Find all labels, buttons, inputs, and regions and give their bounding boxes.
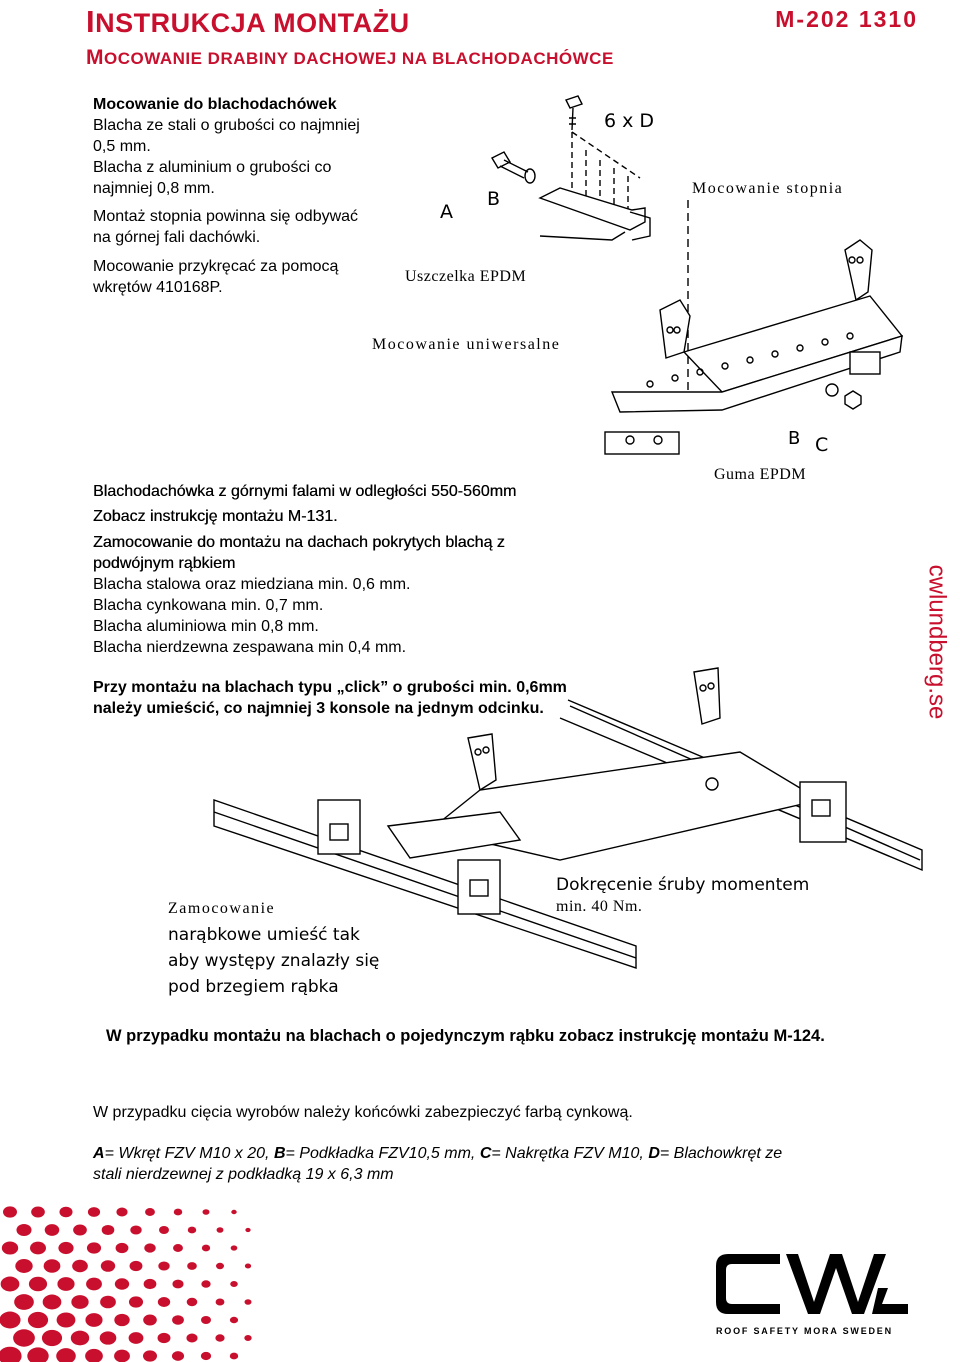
seam-note-line: aby występy znalazły się xyxy=(168,951,380,971)
decorative-dot xyxy=(187,1262,197,1270)
decorative-dot xyxy=(201,1280,210,1287)
section1-line: wkrętów 410168P. xyxy=(93,279,223,296)
decorative-dot xyxy=(217,1227,224,1233)
single-seam-note: W przypadku montażu na blachach o pojedynczym rąbku zobacz instrukcję montażu M-124. xyxy=(106,1027,825,1045)
legend-key: C xyxy=(479,1145,492,1162)
document-code: M-202 1310 xyxy=(775,6,918,32)
decorative-dot xyxy=(245,1299,252,1305)
decorative-dot xyxy=(202,1245,210,1252)
label-seal: Uszczelka EPDM xyxy=(405,268,527,285)
decorative-dot xyxy=(13,1329,35,1346)
label-universal-mount: Mocowanie uniwersalne xyxy=(372,336,561,353)
decorative-dot xyxy=(201,1316,211,1324)
decorative-dot xyxy=(187,1298,198,1306)
decorative-dot xyxy=(45,1224,60,1236)
section1-line: najmniej 0,8 mm. xyxy=(93,180,215,197)
decorative-dot xyxy=(144,1279,157,1289)
decorative-dot xyxy=(85,1349,103,1362)
label-c: C xyxy=(815,434,829,456)
decorative-dot xyxy=(172,1315,184,1324)
label-a: A xyxy=(440,201,453,223)
decorative-dot xyxy=(245,1263,251,1268)
cwl-logo-mark xyxy=(712,1244,912,1324)
decorative-dot xyxy=(116,1208,127,1217)
decorative-dot xyxy=(102,1225,115,1235)
decorative-dot xyxy=(86,1278,102,1291)
decorative-dot xyxy=(231,1245,238,1250)
decorative-dot xyxy=(71,1331,89,1346)
decorative-dot xyxy=(186,1334,197,1343)
paint-note: W przypadku cięcia wyrobów należy końcówki zabezpieczyć farbą cynkową. xyxy=(93,1104,633,1121)
parts-legend: A= Wkręt FZV M10 x 20, B= Podkładka FZV10,5 mm, C= Nakrętka FZV M10, D= Blachowkręt ze xyxy=(93,1145,783,1162)
decorative-dot xyxy=(56,1348,76,1362)
cwl-logo xyxy=(712,1244,912,1344)
decorative-dot xyxy=(129,1296,143,1307)
decorative-dot xyxy=(244,1335,251,1341)
label-rubber: Guma EPDM xyxy=(714,466,807,483)
section2-line: podwójnym rąbkiem xyxy=(93,555,236,572)
section2-line: Zamocowanie do montażu na dachach pokrytych blachą z xyxy=(93,534,505,551)
decorative-dot xyxy=(245,1228,250,1232)
decorative-dot xyxy=(28,1312,48,1328)
decorative-dot xyxy=(2,1241,18,1254)
document-subtitle: MOCOWANIE DRABINY DACHOWEJ NA BLACHODACHÓWCE xyxy=(86,46,614,69)
decorative-dot xyxy=(29,1277,47,1292)
decorative-dot xyxy=(72,1260,88,1273)
section1-line: Blacha z aluminium o grubości co xyxy=(93,159,332,176)
website-side-text: cwlundberg.se xyxy=(923,564,951,720)
decorative-dot xyxy=(130,1225,141,1234)
decorative-dot xyxy=(100,1331,117,1344)
legend-key: D xyxy=(648,1145,660,1162)
decorative-dot xyxy=(3,1206,17,1217)
parts-legend-line2: stali nierdzewnej z podkładką 19 x 6,3 mm xyxy=(93,1166,394,1183)
decorative-dot xyxy=(88,1207,100,1217)
decorative-dot xyxy=(87,1242,101,1253)
seam-note-line: pod brzegiem rąbka xyxy=(168,977,339,997)
decorative-dot xyxy=(174,1209,182,1216)
decorative-dot xyxy=(158,1297,170,1307)
section2-line: Blacha aluminiowa min 0,8 mm. xyxy=(93,618,319,635)
decorative-dot xyxy=(231,1210,236,1214)
decorative-dot xyxy=(158,1261,169,1270)
decorative-dot xyxy=(202,1209,209,1215)
decorative-dot xyxy=(114,1314,129,1326)
section1-line: 0,5 mm. xyxy=(93,138,151,155)
label-b2: B xyxy=(788,428,801,449)
decorative-dot xyxy=(0,1347,22,1362)
decorative-dot xyxy=(1,1276,20,1291)
decorative-dot xyxy=(172,1351,184,1361)
section1-line: Blacha ze stali o grubości co najmniej xyxy=(93,117,360,134)
seam-note-line: narąbkowe umieść tak xyxy=(168,925,360,945)
label-b: B xyxy=(487,188,501,210)
decorative-dot xyxy=(42,1330,62,1346)
decorative-dot xyxy=(215,1334,224,1341)
section1-line: Mocowanie przykręcać za pomocą xyxy=(93,258,339,275)
decorative-dot xyxy=(31,1207,45,1218)
decorative-dot xyxy=(16,1224,31,1236)
section2-line: Blacha stalowa oraz miedziana min. 0,6 mm. xyxy=(93,576,411,593)
torque-note-line: min. 40 Nm. xyxy=(556,898,643,915)
decorative-dot xyxy=(144,1243,155,1252)
decorative-dot xyxy=(27,1347,48,1362)
decorative-dot xyxy=(158,1333,171,1343)
section2-warning: Przy montażu na blachach typu „click” o grubości min. 0,6mm xyxy=(93,679,567,696)
decorative-dot xyxy=(230,1353,238,1360)
label-step-mount: Mocowanie stopnia xyxy=(692,180,844,197)
legend-key: A xyxy=(93,1145,105,1162)
section2-line: Blacha nierdzewna zespawana min 0,4 mm. xyxy=(93,639,407,656)
legend-key: B xyxy=(273,1145,286,1162)
section2-line: Zobacz instrukcję montażu M-131. xyxy=(93,508,338,525)
decorative-dot xyxy=(85,1313,102,1327)
decorative-dot xyxy=(30,1242,46,1255)
document-title: INSTRUKCJA MONTAŻU xyxy=(86,4,410,39)
decorative-dot xyxy=(216,1263,224,1269)
decorative-dot xyxy=(14,1294,34,1310)
decorative-dot xyxy=(216,1298,225,1305)
decorative-dot xyxy=(73,1225,87,1236)
decorative-dot xyxy=(44,1259,61,1272)
logo-tagline: ROOF SAFETY MORA SWEDEN xyxy=(716,1326,893,1336)
section2-line: Blacha cynkowana min. 0,7 mm. xyxy=(93,597,324,614)
decorative-dot xyxy=(188,1227,196,1234)
label-6xd: 6 x D xyxy=(604,110,655,132)
decorative-dot xyxy=(130,1261,143,1271)
decorative-dot xyxy=(116,1243,129,1253)
decorative-dot xyxy=(115,1278,129,1289)
torque-note-line: Dokręcenie śruby momentem xyxy=(556,875,810,895)
section2-warning: należy umieścić, co najmniej 3 konsole na jednym odcinku. xyxy=(93,700,544,717)
decorative-dot xyxy=(59,1207,72,1217)
decorative-dot xyxy=(43,1295,62,1310)
section1-heading: Mocowanie do blachodachówek xyxy=(93,96,337,113)
decorative-dot xyxy=(71,1295,88,1309)
decorative-dot xyxy=(143,1350,157,1361)
decorative-dot xyxy=(58,1242,73,1254)
seam-note-line: Zamocowanie xyxy=(168,900,276,917)
decorative-dot xyxy=(15,1259,32,1273)
decorative-dot xyxy=(57,1277,74,1291)
section1-line: na górnej fali dachówki. xyxy=(93,229,261,246)
decorative-dot xyxy=(143,1315,157,1326)
decorative-dot xyxy=(159,1226,169,1234)
decorative-dot xyxy=(173,1244,183,1252)
decorative-dot xyxy=(230,1281,238,1287)
decorative-dot xyxy=(201,1352,211,1360)
section1-line: Montaż stopnia powinna się odbywać xyxy=(93,208,359,225)
decorative-dot xyxy=(129,1332,144,1344)
section2-line: Blachodachówka z górnymi falami w odległości 550-560mm xyxy=(93,483,517,500)
decorative-dot xyxy=(57,1312,76,1327)
decorative-dot xyxy=(100,1296,116,1309)
decorative-dot xyxy=(101,1260,115,1271)
decorative-dot xyxy=(0,1312,21,1329)
decorative-dot xyxy=(172,1280,183,1289)
decorative-dot xyxy=(230,1317,238,1324)
decorative-dot xyxy=(145,1208,155,1216)
decorative-dot xyxy=(114,1350,130,1362)
